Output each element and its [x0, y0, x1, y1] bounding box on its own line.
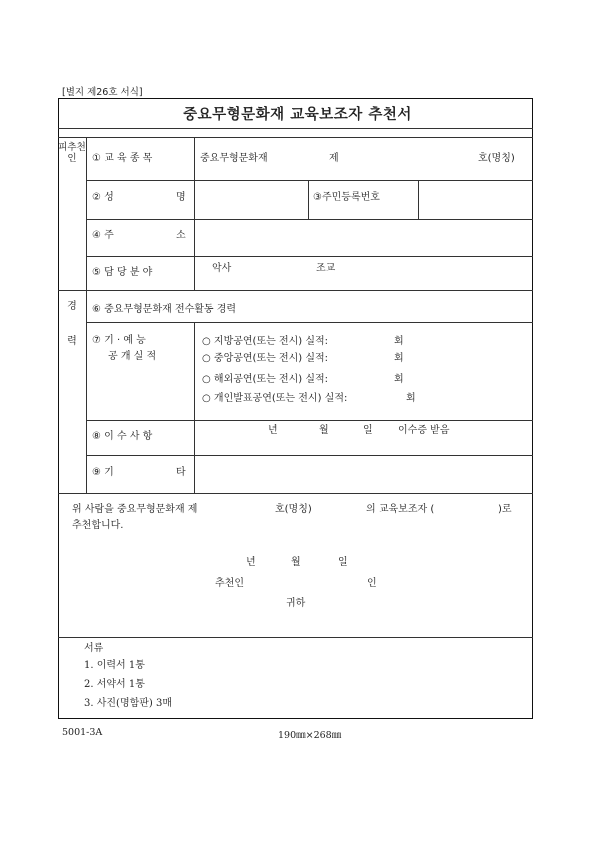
- rrn-line: [418, 180, 419, 219]
- performance-overseas: ○ 해외공연(또는 전시) 실적:: [202, 374, 329, 385]
- name-label-2: 명: [176, 192, 186, 203]
- performance-personal: ○ 개인발표공연(또는 전시) 실적:: [202, 393, 348, 404]
- row-line: [58, 637, 533, 638]
- form-number-tag: [별지 제26호 서식]: [62, 87, 143, 98]
- date-month: 월: [291, 557, 301, 568]
- row-line: [86, 180, 533, 181]
- subject-label: ① 교 육 종 목: [92, 153, 153, 164]
- completion-year: 년: [268, 425, 278, 436]
- date-day: 일: [338, 557, 348, 568]
- recommender-label: 추천인: [215, 578, 244, 589]
- performance-central: ○ 중앙공연(또는 전시) 실적:: [202, 353, 329, 364]
- other-label-2: 타: [176, 467, 186, 478]
- rrn-line: [308, 180, 309, 219]
- form-code: 5001-3A: [62, 727, 103, 738]
- field-value-musician: 악사: [212, 263, 232, 274]
- seal-label: 인: [367, 578, 377, 589]
- completion-day: 일: [363, 425, 373, 436]
- performance-central-unit: 회: [394, 353, 404, 364]
- completion-month: 월: [319, 425, 329, 436]
- completion-label: ⑧ 이 수 사 항: [92, 431, 153, 442]
- row-line: [58, 493, 533, 494]
- addressee-label: 귀하: [286, 598, 306, 609]
- statement-part-1: 위 사람을 중요무형문화재 제: [72, 504, 198, 515]
- address-label: ④ 주: [92, 230, 114, 241]
- date-year: 년: [246, 557, 256, 568]
- performance-label-1: ⑦ 기 · 예 능: [92, 335, 146, 346]
- documents-heading: 서류: [84, 643, 104, 654]
- career-label-2: 력: [67, 336, 77, 347]
- form-title: 중요무형문화재 교육보조자 추천서: [183, 107, 412, 123]
- name-label: ② 성: [92, 192, 114, 203]
- row-line: [86, 322, 533, 323]
- row-line: [86, 420, 533, 421]
- label-column-line: [194, 137, 195, 290]
- title-divider: [58, 128, 533, 129]
- row-line: [86, 219, 533, 220]
- row-line: [58, 290, 533, 291]
- statement-part-2: 호(명칭): [275, 504, 312, 515]
- career-activity-label: ⑥ 중요무형문화재 전수활동 경력: [92, 304, 237, 315]
- statement-part-3: 의 교육보조자 (: [366, 504, 435, 515]
- field-label: ⑤ 담 당 분 야: [92, 267, 153, 278]
- subject-ho: 호(명칭): [478, 153, 515, 164]
- career-label-1: 경: [67, 301, 77, 312]
- performance-personal-unit: 회: [406, 393, 416, 404]
- side-column-line: [86, 137, 87, 493]
- recommendee-label: 피추천인: [58, 142, 86, 164]
- title-divider-2: [58, 137, 533, 138]
- performance-local-unit: 회: [394, 336, 404, 347]
- document-item: 1. 이력서 1통: [84, 660, 145, 671]
- subject-value: 중요무형문화재: [200, 153, 268, 164]
- row-line: [86, 256, 533, 257]
- other-label: ⑨ 기: [92, 467, 114, 478]
- label-column-line: [194, 322, 195, 493]
- form-frame: [58, 98, 533, 719]
- document-item: 2. 서약서 1통: [84, 679, 145, 690]
- subject-je: 제: [329, 153, 339, 164]
- address-label-2: 소: [176, 230, 186, 241]
- rrn-label: ③주민등록번호: [313, 192, 380, 203]
- performance-label-2: 공 개 실 적: [108, 351, 157, 362]
- performance-local: ○ 지방공연(또는 전시) 실적:: [202, 336, 329, 347]
- paper-size: 190㎜×268㎜: [278, 730, 342, 741]
- performance-overseas-unit: 회: [394, 374, 404, 385]
- completion-received: 이수증 받음: [398, 425, 450, 436]
- document-item: 3. 사진(명함판) 3매: [84, 698, 173, 709]
- row-line: [86, 455, 533, 456]
- statement-line-2: 추천합니다.: [72, 520, 124, 531]
- statement-part-4: )로: [498, 504, 512, 515]
- field-value-assistant: 조교: [316, 263, 336, 274]
